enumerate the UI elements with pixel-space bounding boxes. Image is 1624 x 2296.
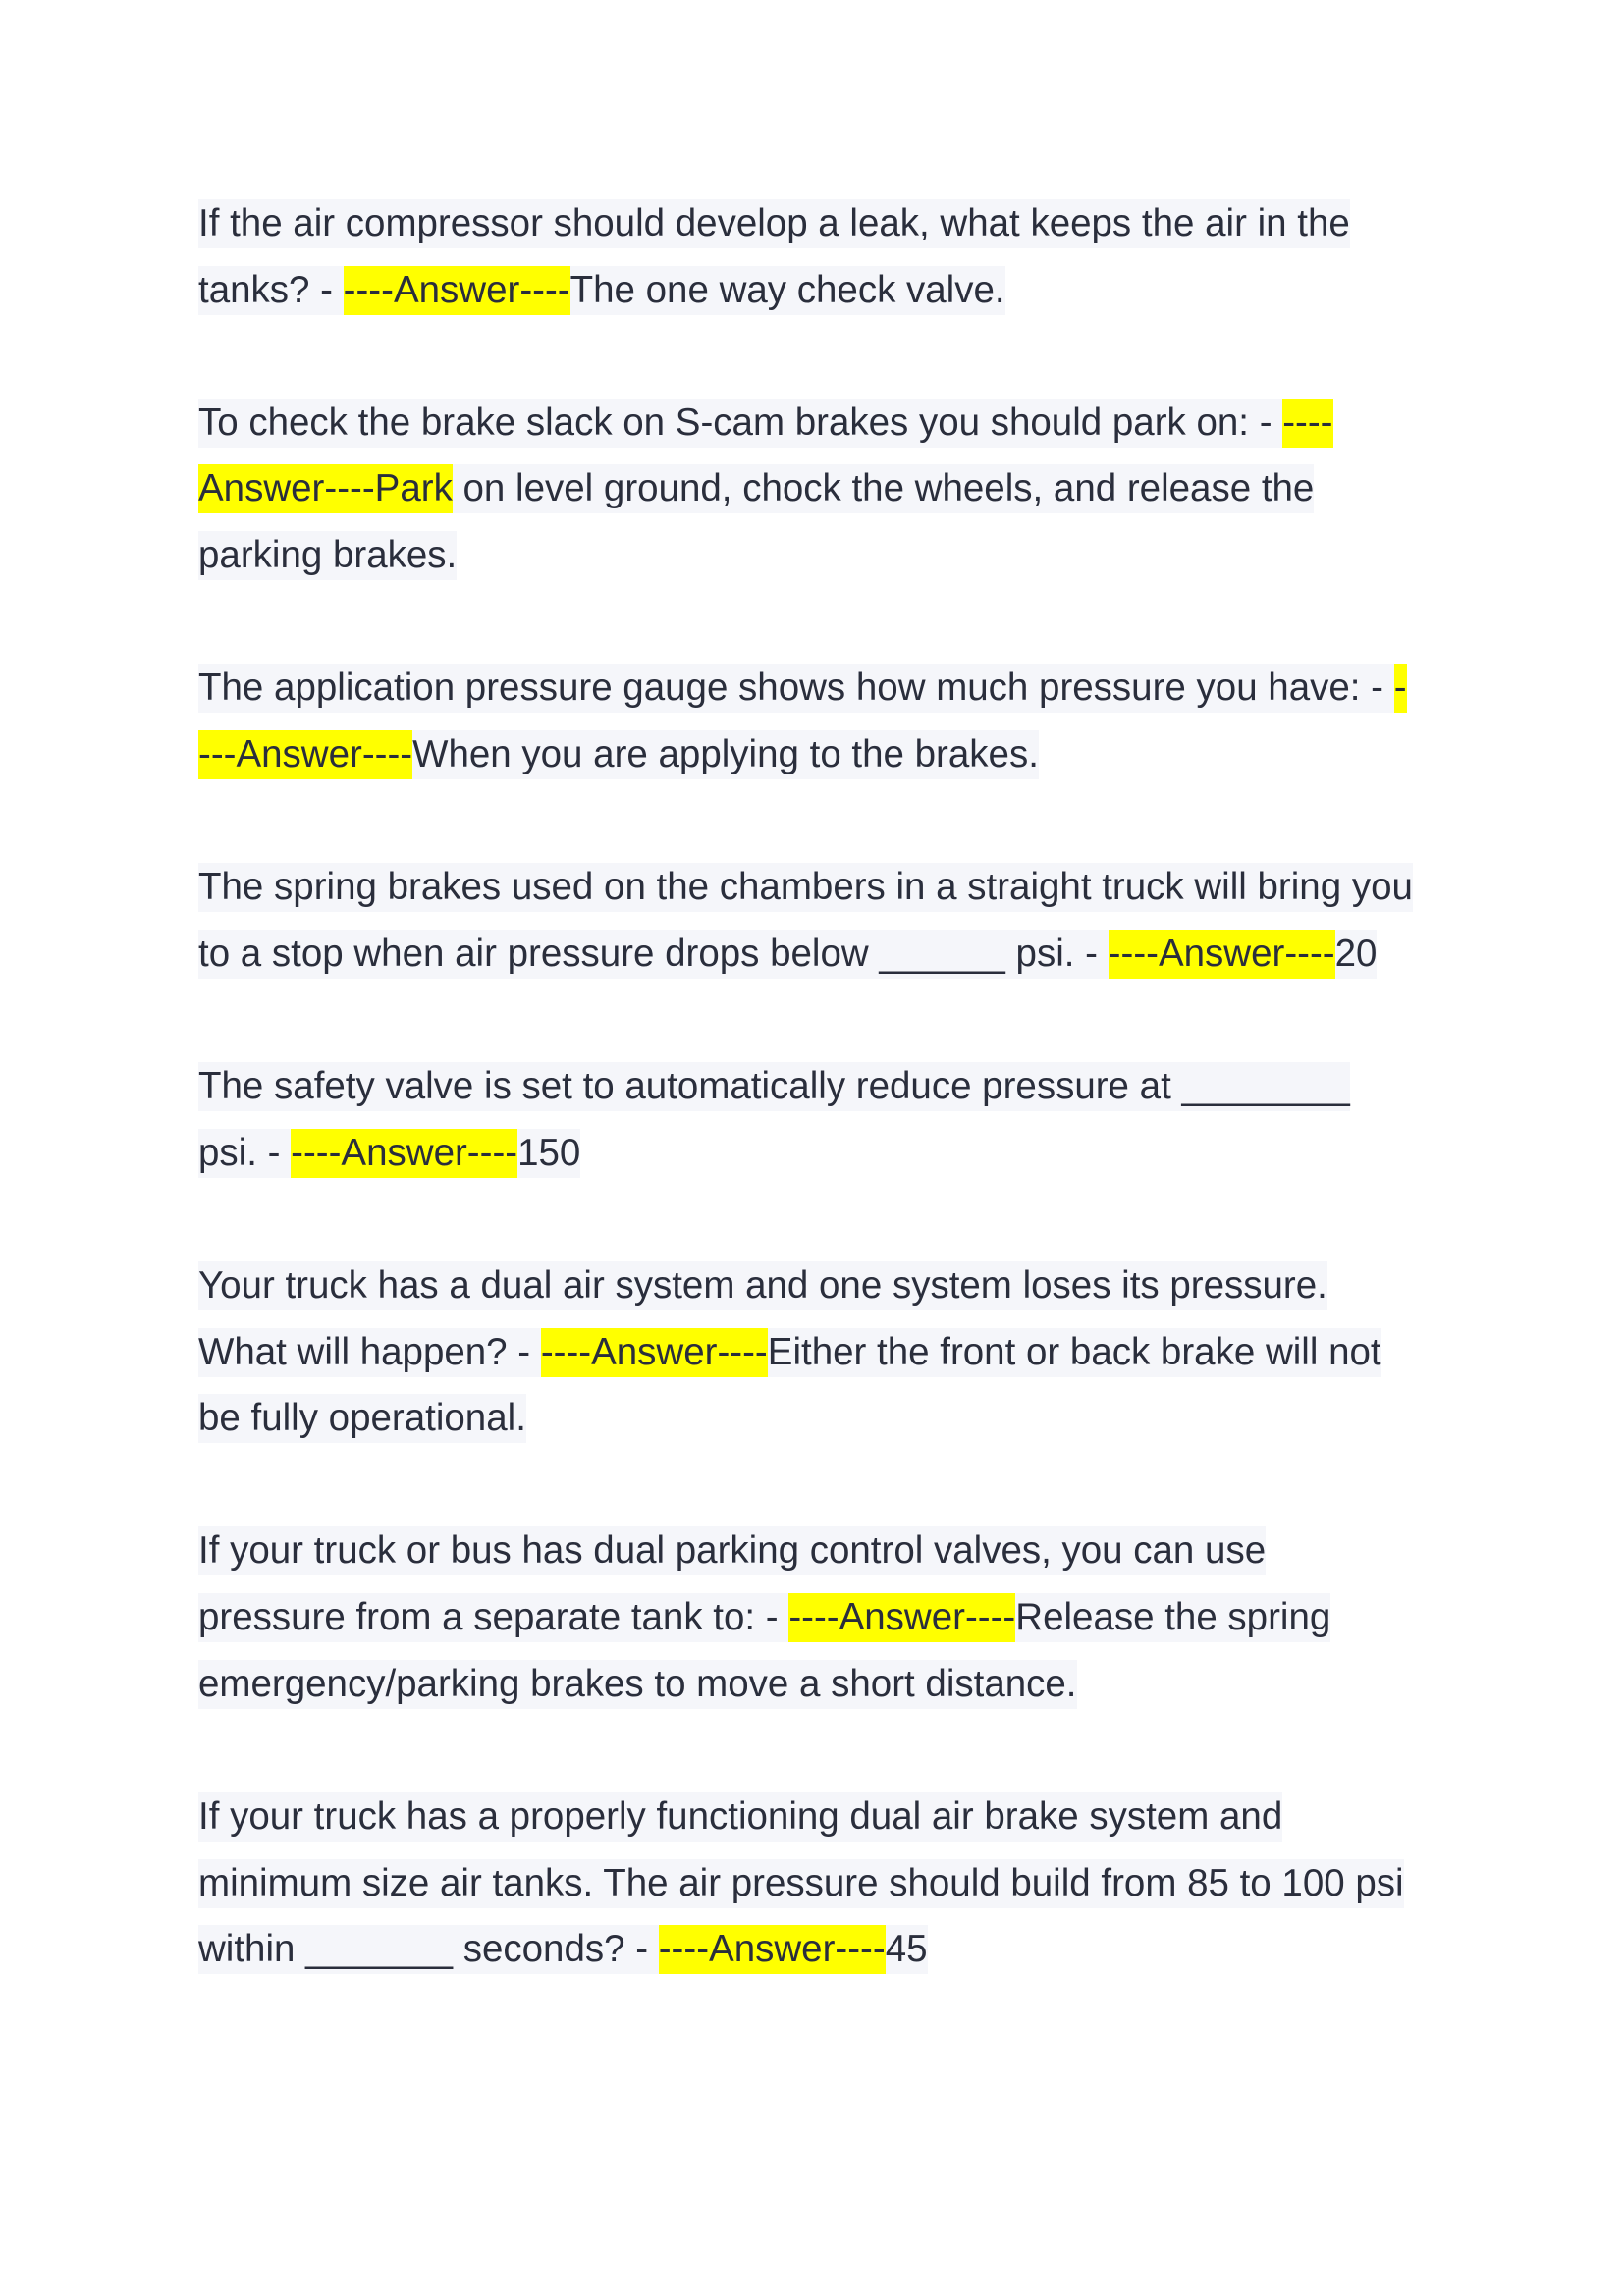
answer-marker-highlight: ----Answer---- (541, 1328, 768, 1377)
text-line (198, 454, 1475, 521)
answer-marker-highlight: ----Answer---- (344, 266, 570, 315)
text-segment: parking brakes. (198, 534, 458, 577)
text-segment: on level ground, chock the wheels, and release the (452, 467, 1315, 510)
text-line (198, 852, 1475, 919)
line-text (198, 399, 1333, 448)
line-text (198, 199, 1350, 248)
text-line (198, 1317, 1475, 1384)
line-text (198, 1129, 580, 1178)
text-segment: Release the spring (1015, 1596, 1331, 1639)
qa-item (198, 852, 1475, 985)
qa-item (198, 188, 1475, 321)
answer-marker-highlight: ---- (1282, 399, 1332, 448)
line-text (198, 1261, 1327, 1310)
answer-marker-highlight: ----Answer---- (1109, 930, 1335, 979)
text-segment: Your truck has a dual air system and one system loses its pressure. (198, 1263, 1327, 1307)
answer-marker-highlight: Answer----Park (198, 464, 453, 513)
text-segment: 150 (517, 1131, 581, 1174)
text-segment: pressure from a separate tank to: - (198, 1596, 789, 1639)
text-line (198, 520, 1475, 587)
line-text (198, 1660, 1077, 1709)
text-line (198, 1582, 1475, 1649)
text-segment: 20 (1334, 932, 1378, 975)
text-segment: within _______ seconds? - (198, 1928, 659, 1971)
text-line (198, 1251, 1475, 1317)
text-line (198, 653, 1475, 720)
text-segment: emergency/parking brakes to move a short distance. (198, 1662, 1077, 1705)
text-segment: If your truck has a properly functioning dual air brake system and (198, 1795, 1283, 1839)
answer-marker-highlight: ----Answer---- (659, 1925, 886, 1974)
text-segment: Either the front or back brake will not (767, 1330, 1381, 1373)
line-text (198, 1593, 1330, 1642)
line-text (198, 1792, 1282, 1842)
line-text (198, 531, 457, 580)
line-text (198, 464, 1314, 513)
line-text (198, 730, 1039, 779)
line-text (198, 1925, 928, 1974)
qa-item (198, 388, 1475, 587)
text-line (198, 255, 1475, 322)
qa-item (198, 1517, 1475, 1716)
text-segment: The application pressure gauge shows how much pressure you have: - (198, 667, 1394, 710)
text-line (198, 1383, 1475, 1450)
text-segment: When you are applying to the brakes. (412, 732, 1039, 775)
line-text (198, 1526, 1266, 1575)
text-segment: The safety valve is set to automatically reduce pressure at ________ (198, 1065, 1350, 1108)
line-text (198, 1394, 526, 1443)
line-text (198, 1859, 1404, 1908)
text-line (198, 1118, 1475, 1185)
line-text (198, 1062, 1350, 1111)
qa-item (198, 653, 1475, 785)
text-line (198, 1782, 1475, 1848)
answer-marker-highlight: ----Answer---- (788, 1593, 1015, 1642)
text-line (198, 388, 1475, 454)
qa-item (198, 1782, 1475, 1981)
text-line (198, 1051, 1475, 1118)
answer-marker-highlight: - (1394, 664, 1407, 713)
text-segment: to a stop when air pressure drops below ______ psi. - (198, 932, 1109, 975)
document-page (198, 188, 1475, 2048)
answer-marker-highlight: ---Answer---- (198, 730, 412, 779)
text-line (198, 1517, 1475, 1583)
text-line (198, 1848, 1475, 1915)
qa-item (198, 1251, 1475, 1450)
text-segment: minimum size air tanks. The air pressure should build from 85 to 100 psi (198, 1861, 1404, 1904)
text-segment: The spring brakes used on the chambers in a straight truck will bring you (198, 866, 1413, 909)
line-text (198, 1328, 1381, 1377)
text-segment: psi. - (198, 1131, 292, 1174)
line-text (198, 664, 1407, 713)
text-segment: The one way check valve. (569, 268, 1005, 311)
text-segment: What will happen? - (198, 1330, 541, 1373)
text-line (198, 188, 1475, 255)
qa-item (198, 1051, 1475, 1184)
text-segment: be fully operational. (198, 1397, 526, 1440)
line-text (198, 863, 1413, 912)
text-line (198, 1915, 1475, 1982)
text-segment: If your truck or bus has dual parking control valves, you can use (198, 1529, 1267, 1573)
text-line (198, 919, 1475, 986)
text-segment: tanks? - (198, 268, 344, 311)
text-segment: 45 (885, 1928, 928, 1971)
answer-marker-highlight: ----Answer---- (291, 1129, 517, 1178)
text-segment: If the air compressor should develop a leak, what keeps the air in the (198, 201, 1350, 244)
line-text (198, 266, 1005, 315)
line-text (198, 930, 1377, 979)
text-line (198, 1649, 1475, 1716)
text-line (198, 720, 1475, 786)
text-segment: To check the brake slack on S-cam brakes you should park on: - (198, 400, 1283, 444)
